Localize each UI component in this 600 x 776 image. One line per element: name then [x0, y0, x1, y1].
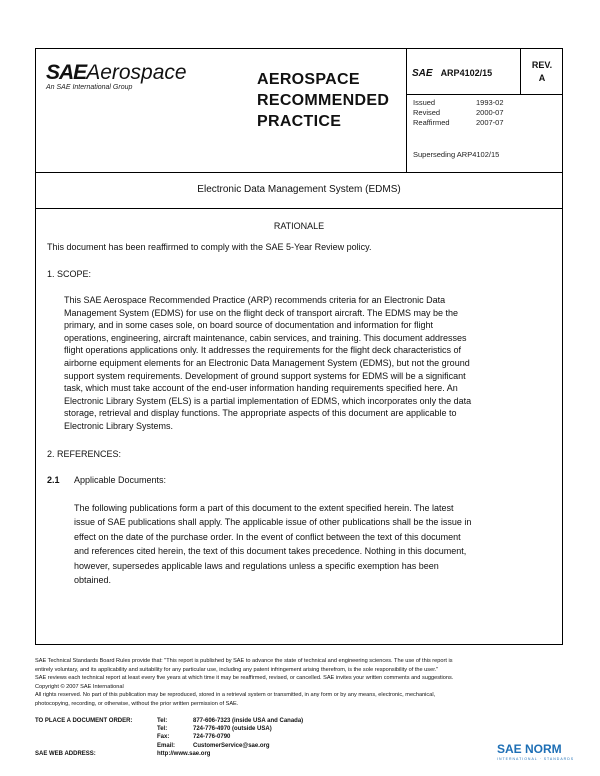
rev-label: REV.	[531, 60, 553, 70]
order-key: Tel:	[157, 726, 168, 733]
references-heading: 2. REFERENCES:	[47, 449, 122, 459]
footer-line: photocopying, recording, or otherwise, without the prior written permission of SAE.	[35, 700, 239, 707]
order-value: CustomerService@sae.org	[193, 742, 270, 749]
footer-line: SAE Technical Standards Board Rules provide that: "This report is published by SAE to advance the state of technical and engineering sciences. The use of this report is	[35, 658, 453, 664]
divider	[406, 94, 562, 95]
date-row	[413, 108, 504, 118]
reference-line: The following publications form a part of this document to the extent specified herein. The latest	[74, 503, 454, 513]
title-line-1: AEROSPACE	[257, 71, 360, 88]
scope-heading: 1. SCOPE:	[47, 269, 92, 279]
date-value: 1993-02	[476, 98, 504, 107]
issue-dates	[413, 98, 504, 128]
references-paragraph	[74, 501, 471, 587]
sae-norm-logo	[497, 742, 575, 761]
document-title: Electronic Data Management System (EDMS)	[36, 172, 562, 209]
revision-box	[522, 59, 562, 85]
footer-line: SAE reviews each technical report at least every five years at which time it may be reaffirmed, revised, or cancelled. SAE invites your written comments and suggestions.	[35, 675, 454, 682]
footer-line: All rights reserved. No part of this publication may be reproduced, stored in a retrieval system or transmitted, in any form or by any means, electronic, mechanical,	[35, 692, 436, 699]
logo-aerospace: Aerospace	[86, 61, 187, 84]
rev-value: A	[538, 73, 546, 83]
title-line-2: RECOMMENDED	[257, 92, 390, 109]
docnum-prefix: SAE	[412, 68, 433, 79]
scope-line: task, which must take account of the end-user information handing requirements specified here. An	[64, 383, 458, 394]
logo-group: An SAE International Group	[46, 84, 133, 91]
reference-line: obtained.	[74, 575, 112, 586]
document-number	[412, 68, 492, 79]
section-number: 2.1	[47, 475, 60, 485]
order-row	[35, 717, 303, 725]
order-row	[35, 742, 303, 750]
footer-line: Copyright © 2007 SAE International	[35, 683, 124, 690]
title-line-3: PRACTICE	[257, 113, 342, 130]
brand-name: SAE NORM	[497, 742, 562, 756]
order-info	[35, 717, 303, 758]
scope-line: Electronic Library Systems.	[64, 420, 174, 431]
scope-line: flight operations applications only. It addresses the requirements for the flight deck characteristics of	[64, 345, 462, 356]
scope-line: Management System (EDMS) for use on the flight deck of transport aircraft. The EDMS may be the	[64, 307, 459, 318]
document-frame	[35, 48, 563, 645]
reference-line: and references cited herein, the text of this document takes precedence. Nothing in this document,	[74, 546, 467, 557]
legal-footer	[35, 657, 563, 709]
order-row	[35, 725, 303, 733]
rationale-text: This document has been reaffirmed to comply with the SAE 5-Year Review policy.	[47, 242, 372, 252]
web-link[interactable]: http://www.sae.org	[157, 750, 211, 757]
scope-line: This SAE Aerospace Recommended Practice (ARP) recommends criteria for an Electronic Data	[64, 295, 446, 305]
date-label: Reaffirmed	[413, 118, 450, 127]
divider	[406, 49, 407, 172]
scope-line: primary, and in some cases sole, on board source of documentation and information for flight	[64, 320, 434, 331]
date-row	[413, 118, 504, 128]
logo-sae: SAE	[46, 61, 87, 84]
scope-line: support system requirements. Development of ground support systems for EDMS will be a significant	[64, 370, 466, 381]
web-label: SAE WEB ADDRESS:	[35, 750, 96, 757]
date-row	[413, 98, 504, 108]
order-key: Fax:	[157, 734, 170, 741]
scope-paragraph	[64, 294, 471, 433]
order-row	[35, 750, 303, 758]
rationale-heading: RATIONALE	[273, 221, 325, 231]
divider	[520, 49, 521, 94]
document-header	[36, 49, 562, 173]
order-key: Email:	[157, 742, 176, 749]
brand-sub: INTERNATIONAL · STANDARDS	[497, 757, 575, 761]
scope-line: Electronic Library System (ELS) is a partial implementation of EDMS, which incorporates only the data	[64, 395, 472, 406]
scope-line: storage, retrieval and display functions. The appropriate aspects of this document are applicable to	[64, 408, 457, 419]
sae-aerospace-logo	[46, 61, 187, 91]
superseding-note: Superseding ARP4102/15	[413, 150, 500, 159]
order-value: 724-776-0790	[193, 734, 231, 741]
document-type	[257, 69, 389, 132]
reference-line: effect on the date of the purchase order. In the event of conflict between the text of this document	[74, 531, 461, 542]
reference-line: issue of SAE publications shall apply. The applicable issue of other publications shall be the issue in	[74, 517, 472, 528]
section-heading: Applicable Documents:	[74, 475, 167, 485]
order-value: 724-776-4970 (outside USA)	[193, 726, 272, 733]
date-value: 2000-07	[476, 108, 504, 117]
footer-line: entirely voluntary, and its applicability and suitability for any particular use, including any patent infringement arising therefrom, is the sole responsibility of the user."	[35, 666, 439, 673]
date-value: 2007-07	[476, 118, 504, 127]
order-key: Tel:	[157, 718, 168, 724]
scope-line: operations, engineering, aircraft maintenance, cabin services, and training. This document addresses	[64, 332, 467, 343]
order-value: 877-606-7323 (inside USA and Canada)	[193, 718, 304, 724]
date-label: Issued	[413, 98, 436, 107]
order-row	[35, 733, 303, 741]
scope-line: airborne equipment elements for an Electronic Data Management System (EDMS), but not the ground	[64, 357, 470, 368]
docnum-value: ARP4102/15	[440, 68, 493, 78]
order-label: TO PLACE A DOCUMENT ORDER:	[35, 718, 133, 724]
date-label: Revised	[413, 108, 441, 117]
reference-line: however, supersedes applicable laws and regulations unless a specific exemption has been	[74, 560, 439, 571]
